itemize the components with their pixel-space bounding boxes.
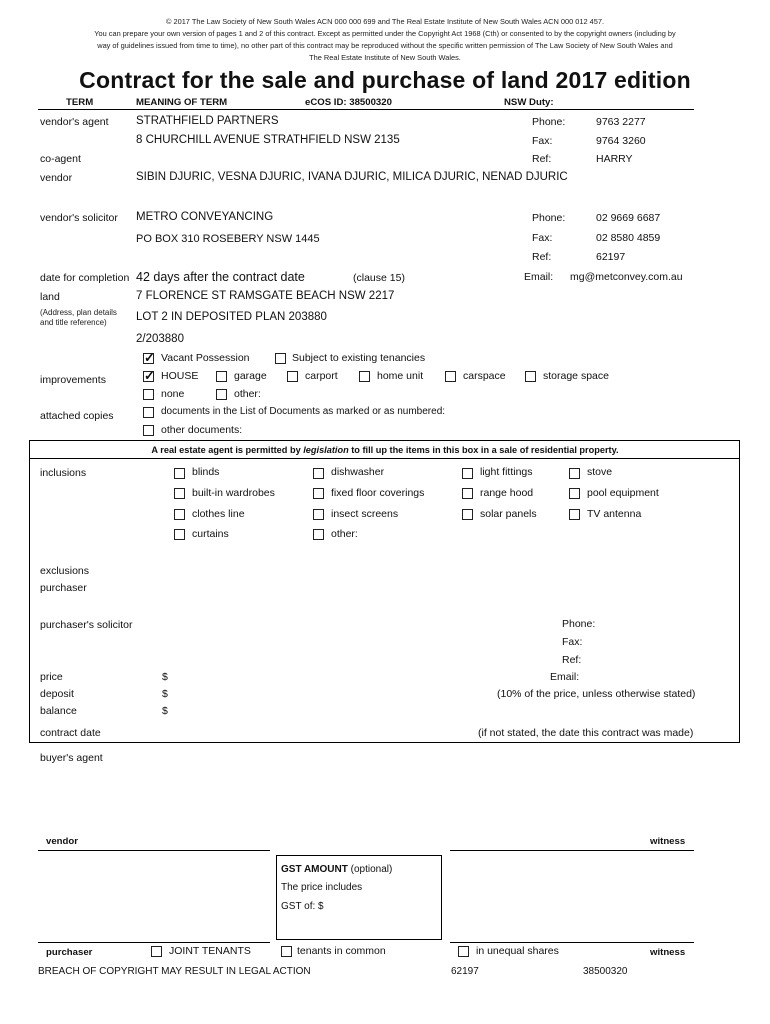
land-address: 7 FLORENCE ST RAMSGATE BEACH NSW 2217 <box>136 290 395 302</box>
deposit-currency: $ <box>162 688 168 700</box>
unequal-shares-label: in unequal shares <box>476 945 559 957</box>
storage-space-checkbox[interactable] <box>525 371 536 382</box>
unequal-shares-checkbox[interactable] <box>458 946 469 957</box>
vacant-possession-checkbox[interactable] <box>143 353 154 364</box>
tv-antenna-checkbox[interactable] <box>569 509 580 520</box>
built-in-wardrobes-checkbox[interactable] <box>174 488 185 499</box>
light-fittings-checkbox[interactable] <box>462 468 473 479</box>
page-title: Contract for the sale and purchase of land 2017 edition <box>79 67 691 93</box>
dishwasher-checkbox[interactable] <box>313 468 324 479</box>
vendor-signature-line <box>38 850 270 851</box>
co-agent-label: co-agent <box>40 153 81 165</box>
house-checkbox[interactable] <box>143 371 154 382</box>
vendor-names: SIBIN DJURIC, VESNA DJURIC, IVANA DJURIC, MILICA DJURIC, NENAD DJURIC <box>136 171 568 183</box>
fixed-floor-coverings-checkbox[interactable] <box>313 488 324 499</box>
purchasers-solicitor-fax-label: Fax: <box>562 636 583 648</box>
pool-equipment-checkbox[interactable] <box>569 488 580 499</box>
vendors-agent-name: STRATHFIELD PARTNERS <box>136 115 279 127</box>
vendor-witness-line <box>450 850 694 851</box>
land-sublabel-1: (Address, plan details <box>40 308 117 317</box>
inclusions-other-checkbox[interactable] <box>313 529 324 540</box>
copyright-line-1: © 2017 The Law Society of New South Wales ACN 000 000 699 and The Real Estate Institute of New South Wales ACN 000 012 457. <box>165 17 605 26</box>
gst-of-label: GST of: $ <box>281 901 324 912</box>
copyright-line-3: way of guidelines issued from time to time), no other part of this contract may be reproduced without the specific written permission of The Law Society of New South Wales and <box>97 41 673 50</box>
carport-checkbox[interactable] <box>287 371 298 382</box>
vendors-agent-ref-label: Ref: <box>532 153 552 165</box>
footer-reference: 62197 <box>451 966 479 977</box>
buyers-agent-label: buyer's agent <box>40 752 103 764</box>
curtains-checkbox[interactable] <box>174 529 185 540</box>
carspace-checkbox[interactable] <box>445 371 456 382</box>
deposit-label: deposit <box>40 688 74 700</box>
insect-screens-checkbox[interactable] <box>313 509 324 520</box>
gst-heading: GST AMOUNT (optional) <box>281 864 393 875</box>
home-unit-checkbox[interactable] <box>359 371 370 382</box>
none-checkbox[interactable] <box>143 389 154 400</box>
other-documents-label: other documents: <box>161 424 243 436</box>
carport-label: carport <box>305 370 338 382</box>
vendors-agent-phone: 9763 2277 <box>596 116 646 128</box>
purchasers-solicitor-email-label: Email: <box>550 671 580 683</box>
dishwasher-label: dishwasher <box>331 466 385 478</box>
vendors-agent-address: 8 CHURCHILL AVENUE STRATHFIELD NSW 2135 <box>136 134 400 146</box>
built-in-wardrobes-label: built-in wardrobes <box>192 487 275 499</box>
inclusions-label: inclusions <box>40 467 87 479</box>
price-currency: $ <box>162 671 168 683</box>
insect-screens-label: insect screens <box>331 508 399 520</box>
tenants-in-common-checkbox[interactable] <box>281 946 292 957</box>
inclusions-other-label: other: <box>331 528 358 540</box>
header-rule <box>38 109 694 110</box>
purchaser-label: purchaser <box>40 582 87 594</box>
purchasers-solicitor-label: purchaser's solicitor <box>40 619 133 631</box>
contract-date-note: (if not stated, the date this contract was made) <box>478 727 694 739</box>
fixed-floor-coverings-label: fixed floor coverings <box>331 487 425 499</box>
curtains-label: curtains <box>192 528 229 540</box>
land-plan: LOT 2 IN DEPOSITED PLAN 203880 <box>136 311 327 323</box>
garage-checkbox[interactable] <box>216 371 227 382</box>
vendors-agent-phone-label: Phone: <box>532 116 566 128</box>
land-title-reference: 2/203880 <box>136 333 184 345</box>
list-of-documents-checkbox[interactable] <box>143 407 154 418</box>
pool-equipment-label: pool equipment <box>587 487 659 499</box>
vacant-possession-label: Vacant Possession <box>161 352 250 364</box>
completion-label: date for completion <box>40 272 130 284</box>
none-label: none <box>161 388 185 400</box>
deposit-note: (10% of the price, unless otherwise stated) <box>497 688 696 700</box>
vendors-solicitor-phone: 02 9669 6687 <box>596 212 661 224</box>
clothes-line-checkbox[interactable] <box>174 509 185 520</box>
price-label: price <box>40 671 63 683</box>
garage-label: garage <box>234 370 267 382</box>
copyright-line-4: The Real Estate Institute of New South Wales. <box>309 53 461 62</box>
home-unit-label: home unit <box>377 370 424 382</box>
balance-currency: $ <box>162 705 168 717</box>
list-of-documents-label: documents in the List of Documents as marked or as numbered: <box>161 406 446 417</box>
existing-tenancies-label: Subject to existing tenancies <box>292 352 426 364</box>
copyright-line-2: You can prepare your own version of pages 1 and 2 of this contract. Except as permitted under the Copyright Act 1968 (Cth) or consented to by the copyright owners (including by <box>94 29 676 38</box>
vendor-witness-label: witness <box>650 836 686 847</box>
improvements-other-checkbox[interactable] <box>216 389 227 400</box>
vendors-agent-fax-label: Fax: <box>532 135 553 147</box>
vendors-agent-label: vendor's agent <box>40 116 109 128</box>
vendors-agent-ref: HARRY <box>596 153 633 165</box>
stove-label: stove <box>587 466 613 478</box>
range-hood-checkbox[interactable] <box>462 488 473 499</box>
vendors-solicitor-email: mg@metconvey.com.au <box>570 271 683 283</box>
legislation-notice: A real estate agent is permitted by legislation to fill up the items in this box in a sale of residential property. <box>151 445 619 455</box>
vendors-solicitor-name: METRO CONVEYANCING <box>136 211 274 223</box>
joint-tenants-label: JOINT TENANTS <box>169 945 251 957</box>
vendors-solicitor-email-label: Email: <box>524 271 554 283</box>
vendors-solicitor-fax-label: Fax: <box>532 232 553 244</box>
header-ecos-id: eCOS ID: 38500320 <box>305 97 392 108</box>
land-label: land <box>40 291 60 303</box>
vendors-agent-fax: 9764 3260 <box>596 135 646 147</box>
tenants-in-common-label: tenants in common <box>297 945 386 957</box>
purchasers-solicitor-ref-label: Ref: <box>562 654 582 666</box>
vendors-solicitor-address: PO BOX 310 ROSEBERY NSW 1445 <box>136 233 320 245</box>
carspace-label: carspace <box>463 370 506 382</box>
breach-of-copyright-notice: BREACH OF COPYRIGHT MAY RESULT IN LEGAL ACTION <box>38 966 311 977</box>
vendors-solicitor-fax: 02 8580 4859 <box>596 232 661 244</box>
purchaser-signature-line <box>38 942 270 943</box>
solar-panels-checkbox[interactable] <box>462 509 473 520</box>
contract-date-label: contract date <box>40 727 101 739</box>
other-documents-checkbox[interactable] <box>143 425 154 436</box>
legislation-emphasis: legislation <box>303 445 349 455</box>
purchaser-witness-label: witness <box>650 947 686 958</box>
vendor-signature-label: vendor <box>46 836 78 847</box>
solar-panels-label: solar panels <box>480 508 537 520</box>
attached-copies-label: attached copies <box>40 410 114 422</box>
range-hood-label: range hood <box>480 487 534 499</box>
house-label: HOUSE <box>161 370 199 382</box>
vendor-label: vendor <box>40 172 73 184</box>
header-term: TERM <box>66 97 94 108</box>
vendors-solicitor-phone-label: Phone: <box>532 212 566 224</box>
light-fittings-label: light fittings <box>480 466 533 478</box>
exclusions-label: exclusions <box>40 565 90 577</box>
header-nsw-duty: NSW Duty: <box>504 97 554 108</box>
legislation-box-bottom <box>29 742 740 743</box>
tv-antenna-label: TV antenna <box>587 508 642 520</box>
improvements-other-label: other: <box>234 388 261 400</box>
header-meaning: MEANING OF TERM <box>136 97 228 108</box>
land-sublabel-2: and title reference) <box>40 318 107 327</box>
gst-box <box>276 855 442 940</box>
purchaser-signature-label: purchaser <box>46 947 93 958</box>
existing-tenancies-checkbox[interactable] <box>275 353 286 364</box>
storage-space-label: storage space <box>543 370 609 382</box>
purchaser-witness-line <box>450 942 694 943</box>
gst-price-includes: The price includes <box>281 882 363 893</box>
vendors-solicitor-ref-label: Ref: <box>532 251 552 263</box>
purchasers-solicitor-phone-label: Phone: <box>562 618 596 630</box>
blinds-checkbox[interactable] <box>174 468 185 479</box>
completion-clause: (clause 15) <box>353 272 405 284</box>
footer-ecos-id: 38500320 <box>583 966 628 977</box>
vendors-solicitor-ref: 62197 <box>596 251 626 263</box>
blinds-label: blinds <box>192 466 220 478</box>
vendors-solicitor-label: vendor's solicitor <box>40 212 118 224</box>
balance-label: balance <box>40 705 77 717</box>
clothes-line-label: clothes line <box>192 508 245 520</box>
joint-tenants-checkbox[interactable] <box>151 946 162 957</box>
stove-checkbox[interactable] <box>569 468 580 479</box>
improvements-label: improvements <box>40 374 106 386</box>
completion-value: 42 days after the contract date <box>136 270 305 284</box>
